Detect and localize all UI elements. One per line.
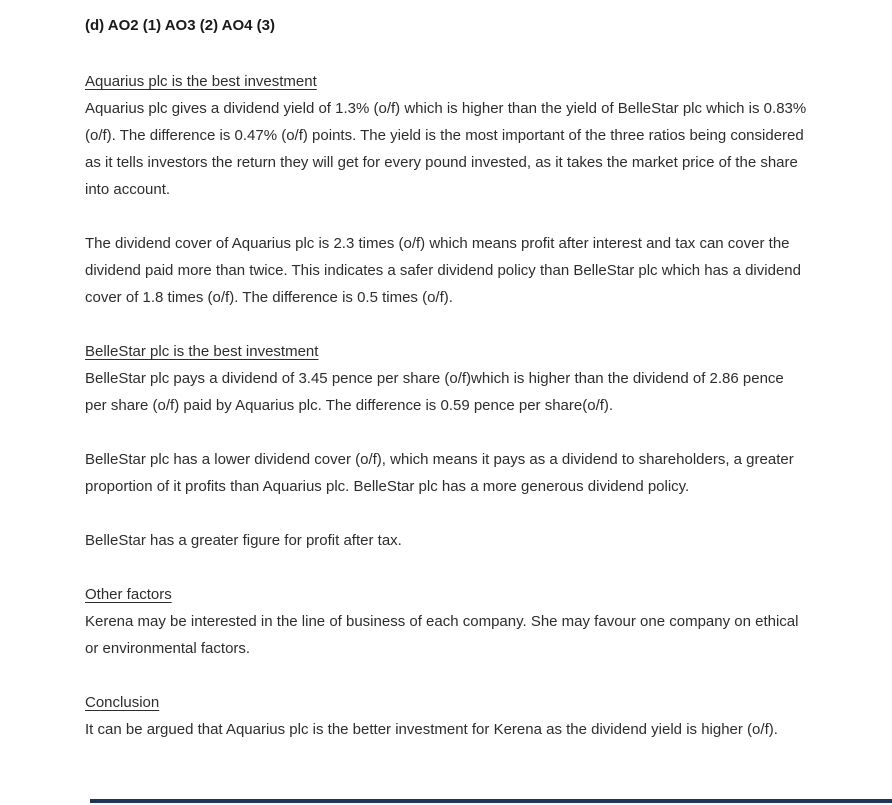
- section-heading-aquarius: Aquarius plc is the best investment: [85, 73, 317, 90]
- section-other-factors: [85, 581, 807, 662]
- section-conclusion: [85, 689, 807, 743]
- paragraph-dividend-cover-bellestar: BelleStar plc has a lower dividend cover (o/f), which means it pays as a dividend to shareholders, a greater proportion of it profits than Aquarius plc. BelleStar plc has a more generous dividend policy.: [85, 451, 794, 495]
- section-heading-other-factors: Other factors: [85, 586, 172, 603]
- question-part-header: (d) AO2 (1) AO3 (2) AO4 (3): [85, 17, 276, 34]
- document-content: [85, 12, 807, 770]
- section-heading-conclusion: Conclusion: [85, 694, 160, 711]
- paragraph-profit-after-tax: BelleStar has a greater figure for profit after tax.: [85, 532, 402, 549]
- section-bellestar-best-investment: [85, 338, 807, 554]
- paragraph-dividend-cover-aquarius: The dividend cover of Aquarius plc is 2.3 times (o/f) which means profit after interest and tax can cover the dividend paid more than twice. This indicates a safer dividend policy than BelleStar plc which has a dividend cover of 1.8 times (o/f). The difference is 0.5 times (o/f).: [85, 235, 801, 306]
- paragraph-dividend-yield: Aquarius plc gives a dividend yield of 1.3% (o/f) which is higher than the yield of BelleStar plc which is 0.83% (o/f). The difference is 0.47% (o/f) points. The yield is the most important of the three ratios being considered as it tells investors the return they will get for every pound invested, as it takes the market price of the share into account.: [85, 100, 807, 198]
- paragraph-conclusion: It can be argued that Aquarius plc is the better investment for Kerena as the dividend yield is higher (o/f).: [85, 721, 778, 738]
- bottom-divider: [90, 799, 892, 803]
- paragraph-other-factors: Kerena may be interested in the line of business of each company. She may favour one company on ethical or environmental factors.: [85, 613, 799, 657]
- paragraph-dividend-per-share: BelleStar plc pays a dividend of 3.45 pence per share (o/f)which is higher than the dividend of 2.86 pence per share (o/f) paid by Aquarius plc. The difference is 0.59 pence per share(o/f).: [85, 370, 784, 414]
- section-heading-bellestar: BelleStar plc is the best investment: [85, 343, 319, 360]
- section-aquarius-best-investment: [85, 68, 807, 311]
